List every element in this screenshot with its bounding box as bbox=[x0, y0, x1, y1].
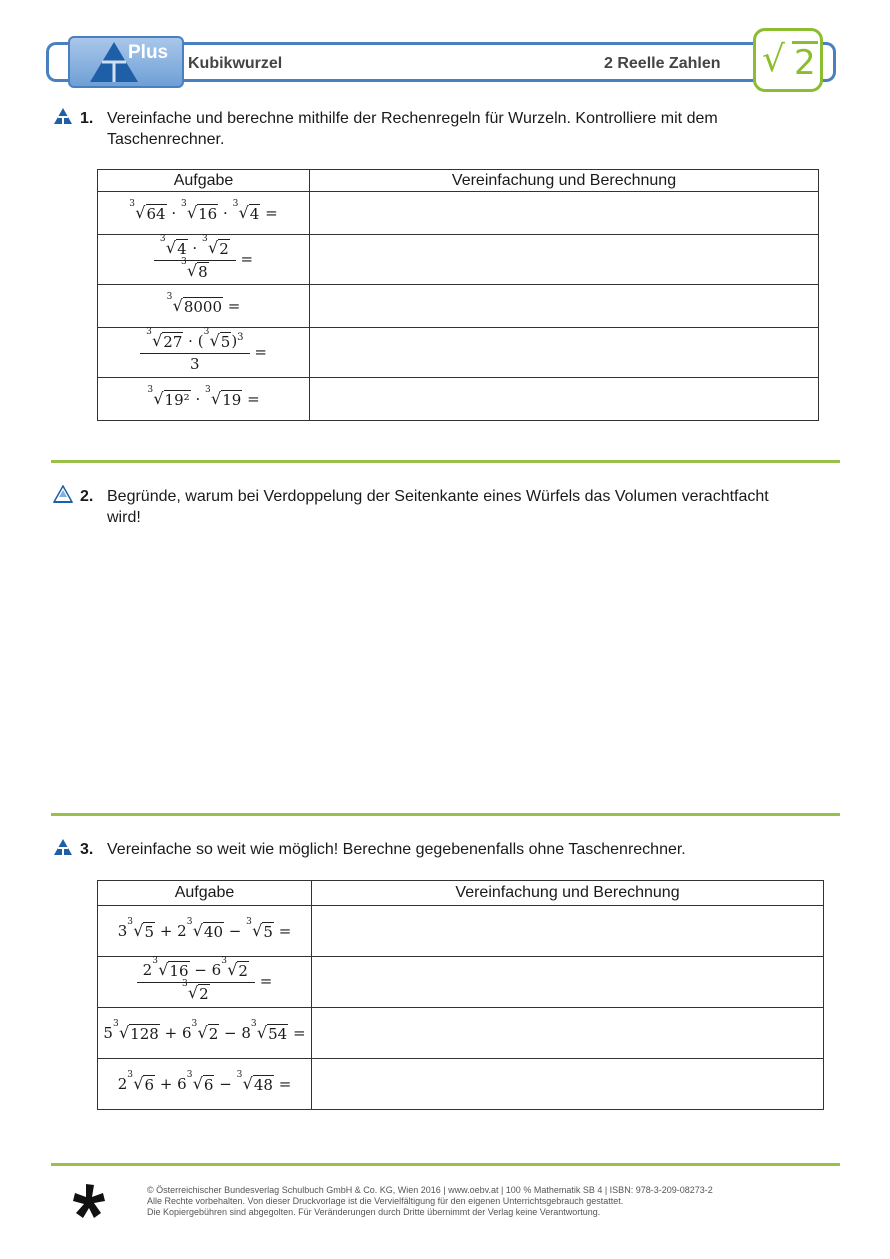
footer-line-2: Alle Rechte vorbehalten. Von dieser Druckvorlage ist die Vervielfältigung für den eigenen Unterrichtsgebrauch gestattet. bbox=[147, 1196, 624, 1206]
task-cell bbox=[98, 957, 312, 1008]
copyright-footer bbox=[147, 1185, 847, 1218]
col-task-header: Aufgabe bbox=[98, 170, 310, 192]
exercise-3-number: 3. bbox=[80, 841, 94, 858]
exercise-1-table bbox=[97, 169, 819, 421]
solution-cell[interactable] bbox=[310, 192, 819, 235]
table-row bbox=[98, 957, 824, 1008]
solution-cell[interactable] bbox=[310, 328, 819, 378]
table-row bbox=[98, 192, 819, 235]
table-header-row bbox=[98, 881, 824, 906]
task-cell bbox=[98, 378, 310, 421]
table-row bbox=[98, 1059, 824, 1110]
table-row bbox=[98, 1008, 824, 1059]
footer-line-3: Die Kopiergebühren sind abgegolten. Für Veränderungen durch Dritte übernimmt der Verlag keine Verantwortung. bbox=[147, 1207, 601, 1217]
task-cell bbox=[98, 906, 312, 957]
exercise-2-number: 2. bbox=[80, 488, 94, 505]
chapter-title: 2 Reelle Zahlen bbox=[604, 55, 721, 72]
difficulty-pyramid-icon bbox=[53, 838, 73, 856]
section-divider bbox=[51, 460, 840, 463]
sqrt-badge-number: 2 bbox=[794, 43, 816, 83]
difficulty-pyramid-icon bbox=[53, 485, 73, 503]
task-formula: 3 √ 64 · 3 √ 16 · 3 √ 4 = bbox=[129, 198, 278, 223]
table-row bbox=[98, 235, 819, 285]
task-formula: 3 √ 19² · 3 √ 19 = bbox=[147, 384, 260, 409]
task-cell bbox=[98, 235, 310, 285]
exercise-3-text: Vereinfache so weit wie möglich! Berechne gegebenenfalls ohne Taschenrechner. bbox=[107, 841, 686, 858]
col-task-header: Aufgabe bbox=[98, 881, 312, 906]
task-cell bbox=[98, 285, 310, 328]
task-formula: 3 3 √ 5 + 2 3 √ 40 − 3 √ 5 = bbox=[117, 916, 292, 941]
task-formula: 3 √ 8000 = bbox=[166, 291, 241, 316]
col-solution-header: Vereinfachung und Berechnung bbox=[312, 881, 824, 906]
solution-cell[interactable] bbox=[312, 1008, 824, 1059]
table-row bbox=[98, 378, 819, 421]
task-formula: 2 3 √ 16 − 6 3 √ 2 3 √ 2 = bbox=[137, 972, 273, 990]
plus-logo bbox=[68, 36, 184, 88]
table-row bbox=[98, 328, 819, 378]
exercise-1-number: 1. bbox=[80, 110, 94, 127]
exercise-1-text: Vereinfache und berechne mithilfe der Rechenregeln für Wurzeln. Kontrolliere mit dem Taschenrechner. bbox=[107, 110, 718, 148]
table-row bbox=[98, 285, 819, 328]
table-header-row bbox=[98, 170, 819, 192]
sqrt-badge-symbol: √ bbox=[762, 39, 785, 80]
section-divider bbox=[51, 1163, 840, 1166]
table-row bbox=[98, 906, 824, 957]
topic-title: Kubikwurzel bbox=[188, 55, 283, 72]
header-left-bracket bbox=[46, 42, 62, 82]
task-cell bbox=[98, 328, 310, 378]
task-formula: 3 √ 4 · 3 √ 2 3 √ 8 = bbox=[154, 250, 253, 268]
section-divider bbox=[51, 813, 840, 816]
task-cell bbox=[98, 192, 310, 235]
task-cell bbox=[98, 1008, 312, 1059]
sqrt-badge bbox=[753, 28, 823, 92]
task-formula: 3 √ 27 · ( 3 √ 5 )$^3$ 3 = bbox=[140, 343, 267, 361]
solution-cell[interactable] bbox=[310, 285, 819, 328]
logo-text: Plus bbox=[128, 42, 169, 63]
solution-cell[interactable] bbox=[310, 378, 819, 421]
task-formula: 5 3 √ 128 + 6 3 √ 2 − 8 3 √ 54 = bbox=[103, 1018, 306, 1043]
solution-cell[interactable] bbox=[312, 906, 824, 957]
footer-line-1: © Österreichischer Bundesverlag Schulbuch GmbH & Co. KG, Wien 2016 | www.oebv.at | 100 % Mathematik SB 4 | ISBN: 978-3-209-08273-2 bbox=[147, 1185, 713, 1195]
solution-cell[interactable] bbox=[312, 957, 824, 1008]
solution-cell[interactable] bbox=[310, 235, 819, 285]
publisher-logo-icon bbox=[72, 1184, 108, 1220]
task-cell bbox=[98, 1059, 312, 1110]
col-solution-header: Vereinfachung und Berechnung bbox=[310, 170, 819, 192]
difficulty-pyramid-icon bbox=[53, 107, 73, 125]
solution-cell[interactable] bbox=[312, 1059, 824, 1110]
exercise-2-text: Begründe, warum bei Verdoppelung der Seitenkante eines Würfels das Volumen verachtfacht wird! bbox=[107, 488, 769, 526]
exercise-3-table bbox=[97, 880, 824, 1110]
task-formula: 2 3 √ 6 + 6 3 √ 6 − 3 √ 48 = bbox=[117, 1069, 292, 1094]
